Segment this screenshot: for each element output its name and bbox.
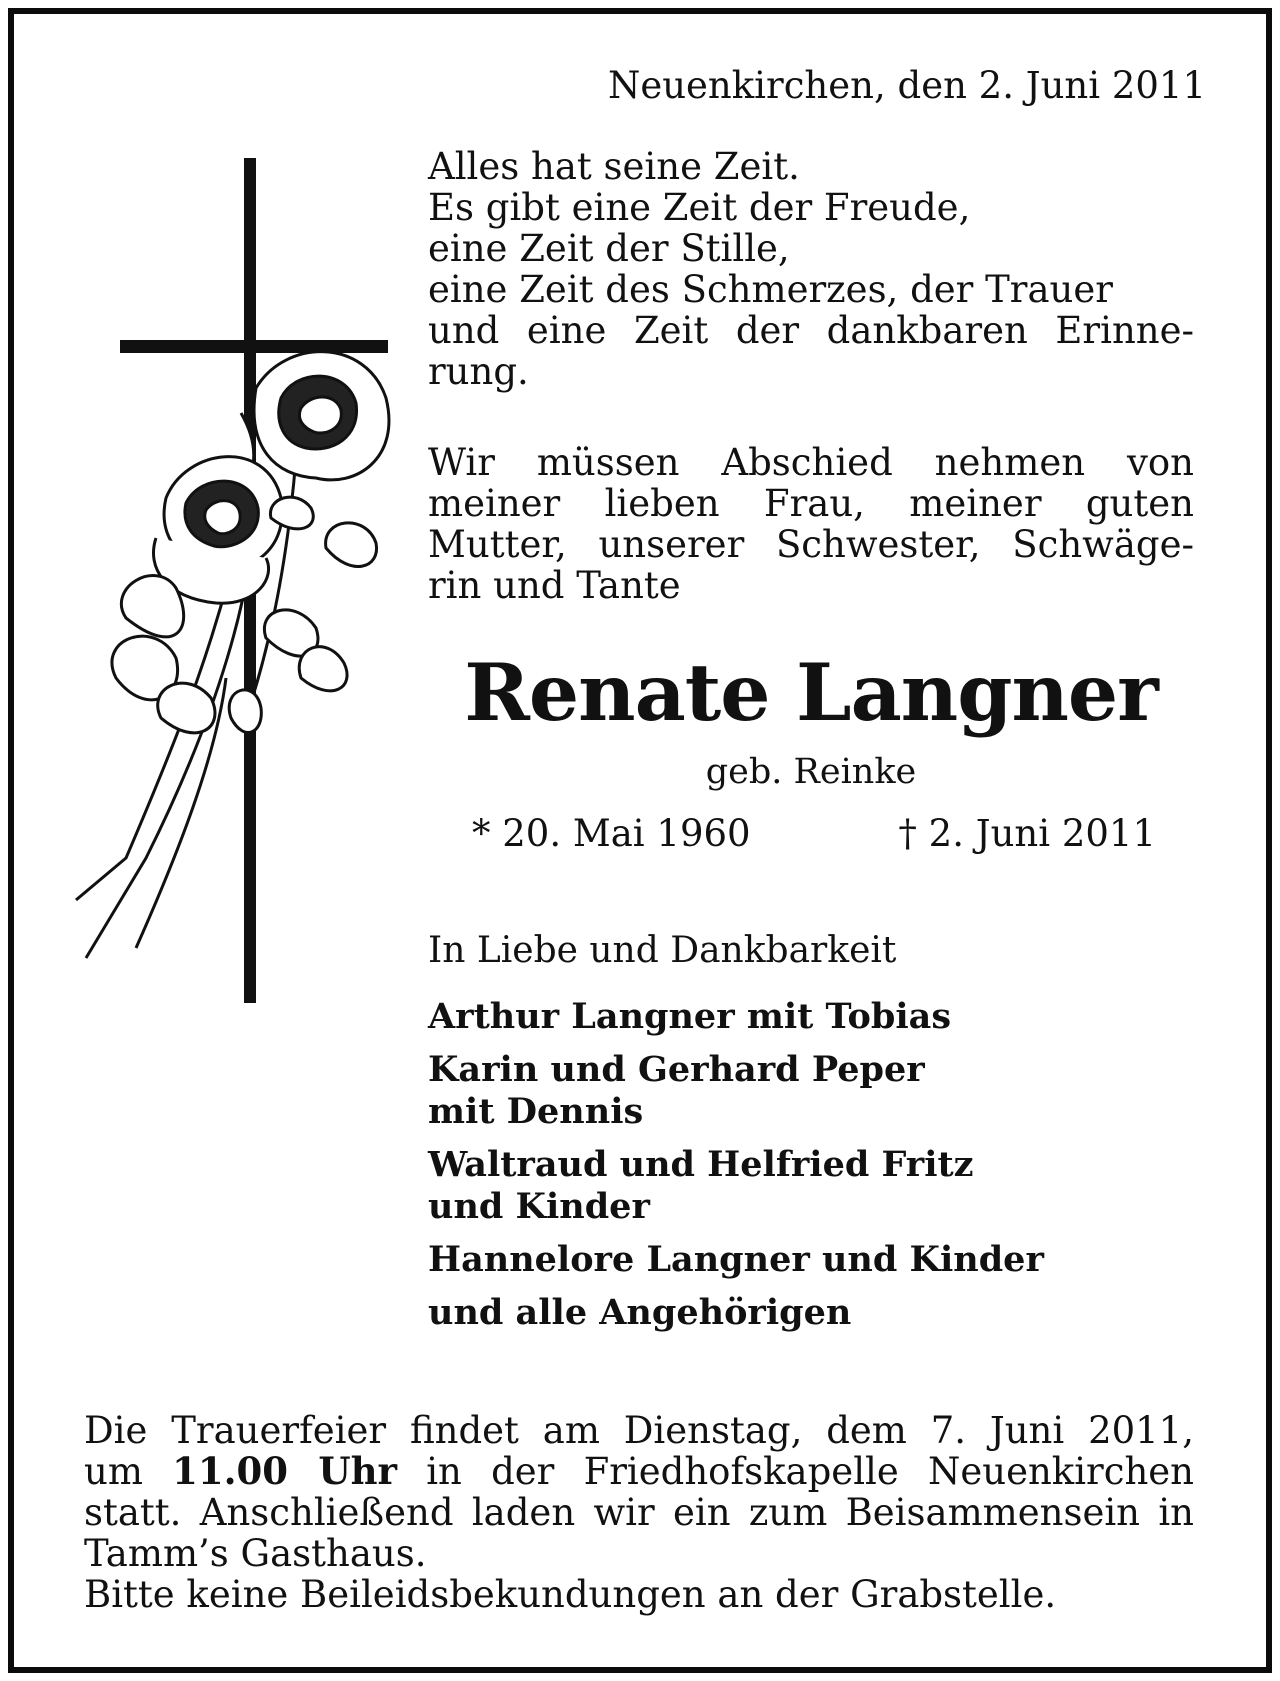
mourner-group — [428, 996, 1198, 1038]
poem — [428, 146, 1194, 392]
ceremony-notice — [84, 1410, 1194, 1615]
maiden-name: geb. Reinke — [705, 752, 917, 792]
closing-phrase: In Liebe und Dankbarkeit — [428, 930, 897, 971]
ceremony-time: 11.00 Uhr — [172, 1449, 397, 1493]
ceremony-line: Tamm’s Gasthaus. — [84, 1532, 427, 1575]
intro-line: Wir müssen Abschied nehmen von — [428, 441, 1194, 484]
mourner-line: Karin und Gerhard Peper — [428, 1049, 925, 1090]
mourner-line: Arthur Langner mit Tobias — [428, 996, 952, 1037]
poem-line: rung. — [428, 350, 529, 393]
mourner-line: und alle Angehörigen — [428, 1292, 852, 1333]
intro-line: rin und Tante — [428, 564, 681, 607]
place-and-date: Neuenkirchen, den 2. Juni 2011 — [607, 64, 1206, 107]
mourner-group — [428, 1292, 1198, 1334]
intro-line: meiner lieben Frau, meiner guten — [428, 482, 1194, 525]
mourner-line: mit Dennis — [428, 1091, 644, 1132]
mourner-line: Hannelore Langner und Kinder — [428, 1239, 1044, 1280]
death-date: † 2. Juni 2011 — [898, 812, 1156, 855]
intro-line: Mutter, unserer Schwester, Schwäge- — [428, 523, 1194, 566]
mourner-line: Waltraud und Helfried Fritz — [428, 1144, 974, 1185]
mourners-list — [428, 996, 1198, 1345]
ceremony-line — [84, 1451, 1194, 1492]
poem-line: und eine Zeit der dankbaren Erinne- — [428, 309, 1194, 352]
poem-line: Alles hat seine Zeit. — [428, 145, 800, 188]
ceremony-text: in der Friedhofskapelle Neuenkirchen — [426, 1450, 1195, 1493]
ceremony-text: um — [84, 1450, 143, 1493]
mourner-line: und Kinder — [428, 1186, 650, 1227]
poem-line: eine Zeit der Stille, — [428, 227, 790, 270]
cross-with-roses-icon — [66, 158, 416, 1008]
ceremony-line: statt. Anschließend laden wir ein zum Beisammensein in — [84, 1491, 1194, 1534]
poem-line: Es gibt eine Zeit der Freude, — [428, 186, 971, 229]
mourner-group — [428, 1239, 1198, 1281]
birth-date: * 20. Mai 1960 — [472, 812, 751, 855]
deceased-name: Renate Langner — [464, 646, 1158, 739]
farewell-intro — [428, 442, 1194, 606]
poem-line: eine Zeit des Schmerzes, der Trauer — [428, 268, 1113, 311]
ceremony-line: Die Trauerfeier findet am Dienstag, dem 7. Juni 2011, — [84, 1409, 1194, 1452]
ceremony-line: Bitte keine Beileidsbekundungen an der Grabstelle. — [84, 1573, 1057, 1616]
mourner-group — [428, 1049, 1198, 1133]
mourner-group — [428, 1144, 1198, 1228]
